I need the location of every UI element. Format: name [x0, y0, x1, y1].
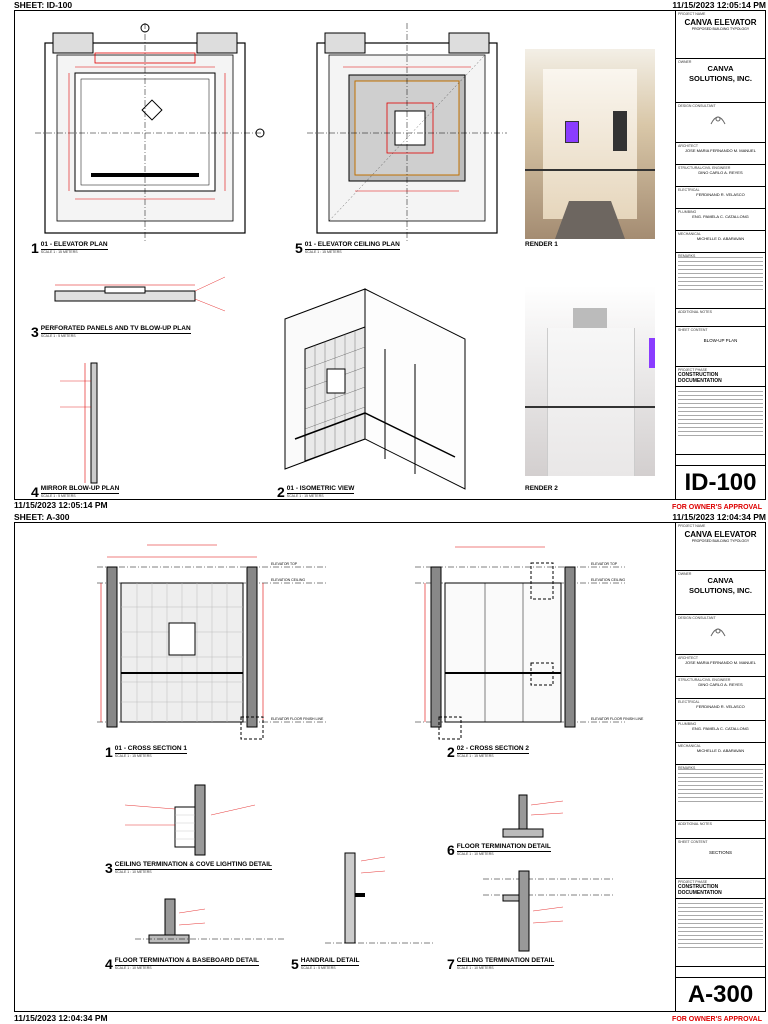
sheet2-timestamp-bottom: 11/15/2023 12:04:34 PM — [14, 1013, 108, 1023]
consultant-logo-icon — [708, 110, 728, 128]
sheet-number: ID-100 — [676, 465, 765, 499]
sheet1-footer — [0, 500, 768, 510]
title-block-id100: PROJECT NAME CANVA ELEVATOR PROPOSED BUILDING TYPOLOGY OWNER CANVA SOLUTIONS, INC. DESIGN CONSULTANT ARCHITECT JOSE MARIA FERNANDO M. MANUEL STRUCTURAL/CIVIL ENGINEER DINO CARLO A. REYES ELECTRICAL FERDINAND R. VELASCO PLUMBING ENG. PAMELA C. CATALLONG MECHANICAL MICHELLE D. ABARAVAN REMARKS ADDITIONAL NOTES SHEET CONTENT BLOW-UP PLAN PROJECT PHASE CONSTRUCTION DOCUMENTATION ID-100 — [675, 11, 765, 499]
mirror-blowup-drawing — [55, 363, 135, 493]
floor-line-annotation: ELEVATOR FLOOR FINISH LINE — [271, 717, 324, 721]
view-label-cross-section-2: 2 02 - CROSS SECTION 2 SCALE 1 : 15 METERS — [447, 744, 530, 760]
elevator-plan-drawing — [35, 23, 265, 253]
cross-section-2-drawing — [415, 537, 655, 747]
render-2-label: RENDER 2 — [525, 485, 558, 492]
ceiling-termination-detail-drawing — [115, 785, 275, 855]
view-label-isometric: 2 01 - ISOMETRIC VIEW SCALE 1 : 15 METERS — [277, 484, 355, 500]
view-label-handrail: 5 HANDRAIL DETAIL SCALE 1 : 5 METERS — [291, 956, 360, 972]
sheet-id100 — [14, 10, 766, 500]
isometric-view-drawing — [275, 289, 475, 489]
view-label-ceiling-plan: 5 01 - ELEVATOR CEILING PLAN SCALE 1 : 15 METERS — [295, 240, 400, 256]
handrail-detail-drawing — [325, 853, 445, 953]
elev-ceiling-annotation: ELEVATION CEILING — [271, 578, 306, 582]
sheet-number: A-300 — [676, 977, 765, 1011]
elev-top-annotation-2: ELEVATOR TOP — [591, 562, 618, 566]
sheet1-approval-stamp: FOR OWNER'S APPROVAL — [672, 504, 762, 511]
view-label-perforated-panels: 3 PERFORATED PANELS AND TV BLOW-UP PLAN SCALE 1 : 5 METERS — [31, 324, 191, 340]
ceiling-termination-detail-7-drawing — [483, 871, 623, 951]
view-label-cross-section-1: 1 01 - CROSS SECTION 1 SCALE 1 : 15 METERS — [105, 744, 188, 760]
sheet2-drawing-area — [15, 523, 675, 1011]
ceiling-plan-drawing — [307, 23, 507, 253]
title-block-a300: PROJECT NAME CANVA ELEVATOR PROPOSED BUILDING TYPOLOGY OWNER CANVA SOLUTIONS, INC. DESIGN CONSULTANT ARCHITECT JOSE MARIA FERNANDO M. MANUEL STRUCTURAL/CIVIL ENGINEER DINO CARLO A. REYES ELECTRICAL FERDINAND R. VELASCO PLUMBING ENG. PAMELA C. CATALLONG MECHANICAL MICHELLE D. ABARAVAN REMARKS ADDITIONAL NOTES SHEET CONTENT SECTIONS PROJECT PHASE CONSTRUCTION DOCUMENTATION A-300 — [675, 523, 765, 1011]
elev-ceiling-annotation-2: ELEVATION CEILING — [591, 578, 626, 582]
sheet-a300 — [14, 522, 766, 1012]
render-1-label: RENDER 1 — [525, 241, 558, 248]
sheet1-header — [0, 0, 768, 10]
view-label-ceiling-termination: 3 CEILING TERMINATION & COVE LIGHTING DETAIL SCALE 1 : 10 METERS — [105, 860, 272, 876]
consultant-logo-icon — [708, 622, 728, 640]
view-label-mirror-blowup: 4 MIRROR BLOW-UP PLAN SCALE 1 : 5 METERS — [31, 484, 120, 500]
render-2-image — [525, 286, 655, 476]
elev-top-annotation: ELEVATOR TOP — [271, 562, 298, 566]
sheet2-label: SHEET: A-300 — [14, 512, 70, 522]
sheet2-timestamp-top: 11/15/2023 12:04:34 PM — [672, 512, 766, 522]
sheet1-timestamp-top: 11/15/2023 12:05:14 PM — [672, 0, 766, 10]
perforated-panel-blowup-drawing — [45, 281, 245, 321]
view-label-ceiling-termination-7: 7 CEILING TERMINATION DETAIL SCALE 1 : 10 METERS — [447, 956, 555, 972]
sheet1-drawing-area — [15, 11, 675, 499]
view-label-floor-baseboard: 4 FLOOR TERMINATION & BASEBOARD DETAIL SCALE 1 : 10 METERS — [105, 956, 259, 972]
floor-termination-detail-drawing — [483, 795, 603, 845]
view-label-elevator-plan: 1 01 - ELEVATOR PLAN SCALE 1 : 15 METERS — [31, 240, 108, 256]
sheet2-footer — [0, 1013, 768, 1023]
floor-line-annotation-2: ELEVATOR FLOOR FINISH LINE — [591, 717, 644, 721]
floor-baseboard-detail-drawing — [135, 895, 295, 955]
sheet2-header — [0, 512, 768, 522]
cross-section-1-drawing — [97, 537, 337, 747]
project-name: CANVA ELEVATOR — [684, 18, 757, 27]
sheet1-label: SHEET: ID-100 — [14, 0, 73, 10]
sheet2-approval-stamp: FOR OWNER'S APPROVAL — [672, 1016, 762, 1023]
view-label-floor-termination: 6 FLOOR TERMINATION DETAIL SCALE 1 : 10 METERS — [447, 842, 551, 858]
sheet1-timestamp-bottom: 11/15/2023 12:05:14 PM — [14, 500, 108, 510]
render-1-image — [525, 49, 655, 239]
